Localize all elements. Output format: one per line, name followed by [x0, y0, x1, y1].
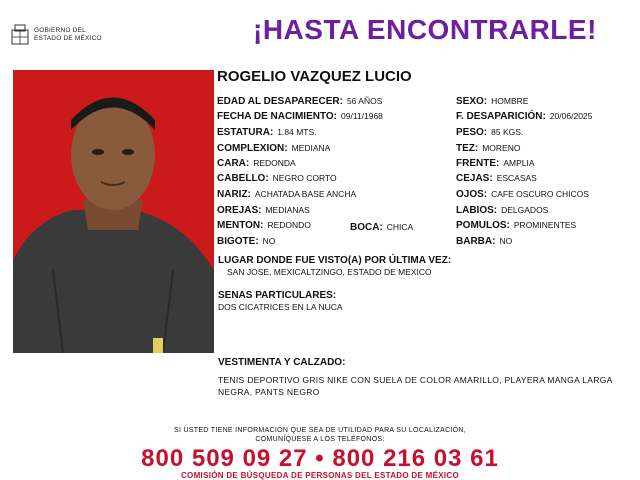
field-value: 85 KGS.	[491, 127, 524, 137]
field-label: CABELLO:	[217, 173, 269, 184]
field-labios	[456, 205, 548, 216]
person-photo	[13, 70, 214, 353]
footer-info-line-1: SI USTED TIENE INFORMACIÓN QUE SEA DE UTILIDAD PARA SU LOCALIZACIÓN,	[173, 427, 467, 434]
field-nacimiento	[217, 111, 383, 122]
field-ojos	[456, 189, 589, 200]
field-edad	[217, 96, 382, 107]
field-cabello	[217, 173, 337, 184]
field-label: COMPLEXION:	[217, 143, 288, 154]
field-label: SEXO:	[456, 96, 488, 107]
field-label: CARA:	[217, 158, 250, 169]
field-cejas	[456, 173, 537, 184]
field-value: DELGADOS	[501, 205, 549, 215]
field-peso	[456, 127, 523, 138]
field-value: NO	[499, 236, 513, 246]
field-label: FECHA DE NACIMIENTO:	[217, 111, 337, 122]
field-label: FRENTE:	[456, 158, 500, 169]
senas-label: SENAS PARTICULARES:	[218, 290, 337, 301]
logo-line-2: ESTADO DE MÉXICO	[34, 35, 102, 42]
field-nariz	[217, 189, 356, 200]
field-label: BARBA:	[456, 236, 496, 247]
vestimenta-label: VESTIMENTA Y CALZADO:	[218, 357, 346, 368]
field-value: MORENO	[482, 143, 521, 153]
field-value: AMPLIA	[503, 158, 535, 168]
logo-line-1: GOBIERNO DEL	[34, 27, 86, 34]
field-label: LABIOS:	[456, 205, 498, 216]
field-label: OJOS:	[456, 189, 488, 200]
field-frente	[456, 158, 535, 169]
field-label: CEJAS:	[456, 173, 493, 184]
field-label: NARIZ:	[217, 189, 251, 200]
field-value: ESCASAS	[496, 173, 537, 183]
field-label: EDAD AL DESAPARECER:	[217, 96, 343, 107]
vestimenta-value: TENIS DEPORTIVO GRIS NIKE CON SUELA DE COLOR AMARILLO, PLAYERA MANGA LARGA NEGRA, PANTS NEGRO	[218, 375, 613, 397]
field-estatura	[217, 127, 317, 138]
field-value: NEGRO CORTO	[272, 173, 337, 183]
senas-value: DOS CICATRICES EN LA NUCA	[218, 302, 343, 312]
field-desaparicion	[456, 111, 592, 122]
field-value: ACHATADA BASE ANCHA	[254, 189, 357, 199]
person-silhouette-icon	[13, 70, 214, 353]
field-cara	[217, 158, 296, 169]
field-label: ESTATURA:	[217, 127, 274, 138]
field-tez	[456, 143, 520, 154]
headline: ¡HASTA ENCONTRARLE!	[253, 14, 597, 45]
field-menton	[217, 220, 311, 231]
field-label: POMULOS:	[456, 220, 510, 231]
person-name: ROGELIO VAZQUEZ LUCIO	[217, 68, 412, 85]
field-label: OREJAS:	[217, 205, 262, 216]
lugar-value: SAN JOSE, MEXICALTZINGO, ESTADO DE MEXICO	[227, 267, 432, 277]
field-label: BOCA:	[350, 222, 383, 233]
comision-name: COMISIÓN DE BÚSQUEDA DE PERSONAS DEL ESTADO DE MÉXICO	[180, 471, 459, 480]
field-label: MENTON:	[217, 220, 264, 231]
field-label: F. DESAPARICIÓN:	[456, 111, 546, 122]
field-boca	[350, 222, 413, 233]
coat-of-arms-icon	[10, 22, 30, 48]
field-value: MEDIANAS	[265, 205, 310, 215]
field-value: CHICA	[386, 222, 414, 232]
field-value: 09/11/1968	[341, 111, 383, 121]
field-value: PROMINENTES	[513, 220, 577, 230]
field-value: REDONDO	[267, 220, 311, 230]
field-value: 56 AÑOS	[346, 96, 383, 106]
field-value: REDONDA	[253, 158, 296, 168]
field-label: TEZ:	[456, 143, 479, 154]
field-bigote	[217, 236, 275, 247]
field-barba	[456, 236, 512, 247]
field-label: PESO:	[456, 127, 488, 138]
field-pomulos	[456, 220, 576, 231]
field-value: HOMBRE	[491, 96, 529, 106]
field-value: NO	[262, 236, 276, 246]
field-value: MEDIANA	[291, 143, 331, 153]
field-complexion	[217, 143, 330, 154]
field-sexo	[456, 96, 528, 107]
field-value: CAFE OSCURO CHICOS	[491, 189, 589, 199]
footer-info-line-2: COMUNÍQUESE A LOS TELÉFONOS:	[255, 436, 385, 443]
lugar-label: LUGAR DONDE FUE VISTO(A) POR ÚLTIMA VEZ:	[218, 255, 452, 266]
field-value: 20/06/2025	[549, 111, 593, 121]
government-logo	[10, 22, 130, 50]
field-orejas	[217, 205, 310, 216]
phone-numbers: 800 509 09 27 • 800 216 03 61	[141, 445, 499, 472]
field-label: BIGOTE:	[217, 236, 259, 247]
field-value: 1.84 MTS.	[277, 127, 317, 137]
